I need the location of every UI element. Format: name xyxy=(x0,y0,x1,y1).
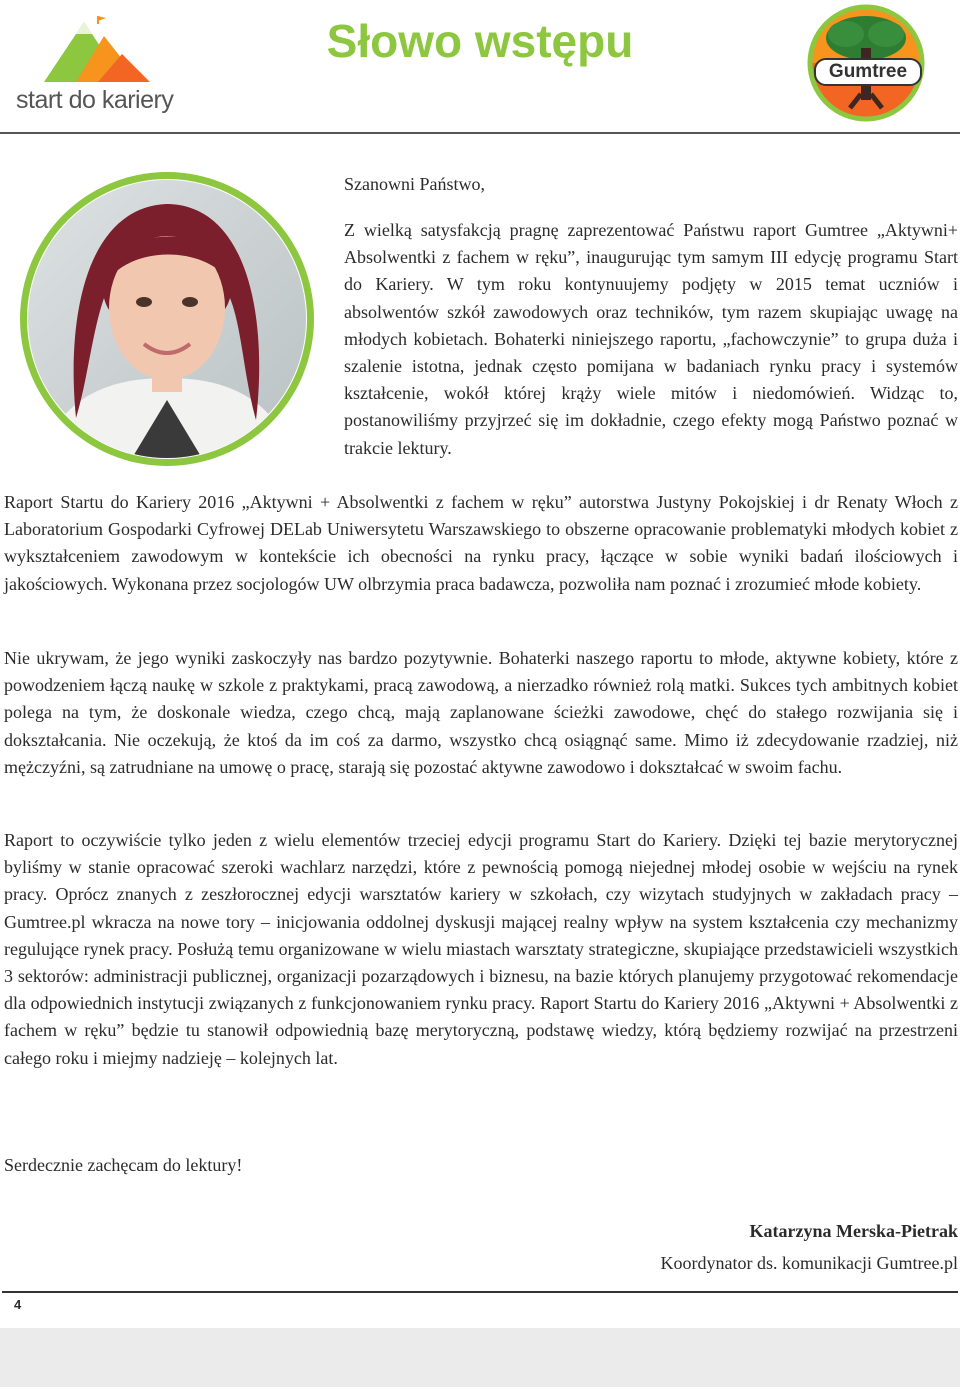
signature-role: Koordynator ds. komunikacji Gumtree.pl xyxy=(660,1253,958,1273)
letter-closing: Serdecznie zachęcam do lektury! xyxy=(4,1155,243,1175)
letter-intro-paragraph: Z wielką satysfakcją pragnę zaprezentować Państwu raport Gumtree „Aktywni+ Absolwentki z fachem w ręku”, inaugurując tym samym III edycję programu Start do Kariery. W tym roku kontynuujemy podjęty w 2015 temat uczniów i absolwentów szkół zawodowych oraz techników, tym razem skupiając uwagę na młodych kobietach. Bohaterki niniejszego raportu, „fachowczynie” to grupa duża i szalenie istotna, jednak często pomijana w badaniach rynku pracy i systemów kształcenie, wokół której krąży wiele mitów i niedomówień. Widząc to, postanowiliśmy przyjrzeć się im dokładnie, czego efekty mogą Państwo poznać w trakcie lektury. xyxy=(344,220,958,458)
page-header xyxy=(0,0,960,132)
header-divider xyxy=(0,132,960,134)
logo-start-text: start do kariery xyxy=(16,86,174,114)
letter-greeting: Szanowni Państwo, xyxy=(344,174,485,194)
footer-divider xyxy=(2,1291,958,1293)
body-paragraph: Raport to oczywiście tylko jeden z wielu elementów trzeciej edycji programu Start do Kariery. Dzięki tej bazie merytorycznej byliśmy w stanie opracować szeroki wachlarz narzędzi, które z pewnością pomogą niejednej młodej osobie w wejściu na rynek pracy. Oprócz znanych z zeszłorocznej edycji warsztatów kariery w szkołach, czy wizytach studyjnych w zakładach pracy – Gumtree.pl wkracza na nowe tory – inicjowania oddolnej dyskusji mającej realny wpływ na system kształcenia czy mechanizmy regulujące rynek pracy. Posłużą temu organizowane w wielu miastach warsztaty strategiczne, skupiające przedstawicieli wszystkich 3 sektorów: administracji publicznej, organizacji pozarządowych i biznesu, na bazie których planujemy przygotować rekomendacje dla odpowiednich instytucji związanych z funkcjonowaniem rynku pracy. Raport Startu do Kariery 2016 „Aktywni + Absolwentki z fachem w ręku” będzie tu stanowił odpowiednią bazę merytoryczną, podstawę wiedzy, którą będziemy rozwijać na przestrzeni całego roku i miejmy nadzieję – kolejnych lat. xyxy=(4,830,958,1068)
signature-name: Katarzyna Merska-Pietrak xyxy=(749,1221,958,1241)
author-portrait xyxy=(16,168,318,470)
page-title: Słowo wstępu xyxy=(326,15,634,67)
body-paragraph: Nie ukrywam, że jego wyniki zaskoczyły nas bardzo pozytywnie. Bohaterki naszego raportu to młode, aktywne kobiety, które z powodzeniem łączą naukę w szkole z praktykami, pracą zawodową, a nierzadko również rolą matki. Sukces tych ambitnych kobiet polega na tym, że doskonale wiedza, czego chcą, mają zaplanowane ścieżki zawodowe, chęć do stałego rozwijania się i dokształcania. Nie oczekują, że ktoś da im coś za darmo, wszystko chcą osiągnąć same. Mimo iż zdecydowanie rzadziej, niż mężczyźni, są zatrudniane na umowę o pracę, starają się pozostać aktywne zawodowo i dokształcać w swoim fachu. xyxy=(4,648,958,777)
footer-band xyxy=(0,1328,960,1387)
body-paragraph: Raport Startu do Kariery 2016 „Aktywni + Absolwentki z fachem w ręku” autorstwa Justyny Pokojskiej i dr Renaty Włoch z Laboratorium Gospodarki Cyfrowej DELab Uniwersytetu Warszawskiego to obszerne opracowanie problematyki młodych kobiet z wykształceniem zawodowym w kontekście ich obecności na rynku pracy, łączące w sobie wyniki badań ilościowych i jakościowych. Wykonana przez socjologów UW olbrzymia praca badawcza, pozwoliła nam poznać i zrozumieć młode kobiety. xyxy=(4,492,958,594)
gumtree-logo xyxy=(806,4,926,122)
gumtree-wordmark: Gumtree xyxy=(814,58,922,86)
page-number: 4 xyxy=(14,1297,22,1312)
